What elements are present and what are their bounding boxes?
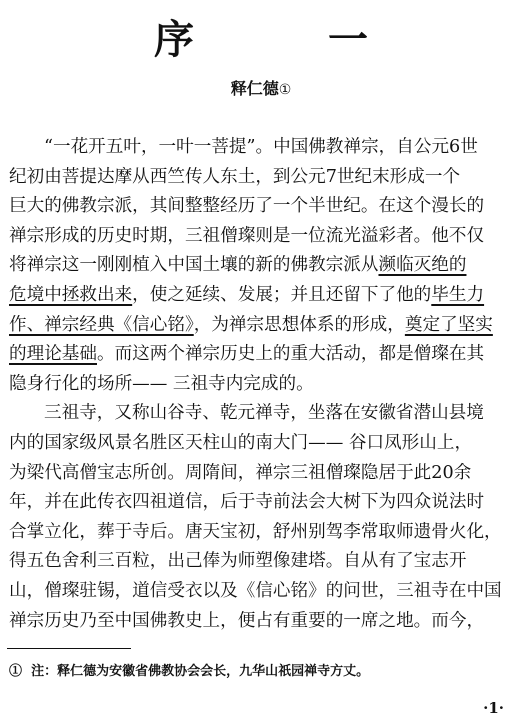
text-line: [9, 519, 514, 545]
text-run: 禅宗历史乃至中国佛教史上，便占有重要的一席之地。而今，: [9, 610, 485, 631]
footnote-reference: ①: [278, 82, 292, 98]
footnote-divider: [7, 648, 131, 649]
footnote-text: 注：释仁德为安徽省佛教协会会长，九华山祇园禅寺方丈。: [31, 664, 370, 679]
text-run: 。而这两个禅宗历史上的重大活动，都是僧璨在其: [96, 344, 485, 365]
text-run: 合掌立化，葬于寺后。唐天宝初，舒州别驾李常取师遗骨火化，: [9, 521, 502, 542]
text-line: [9, 164, 514, 190]
underlined-phrase: 的理论基础: [9, 344, 97, 365]
underlined-phrase: 毕生力: [431, 285, 485, 305]
text-line: [9, 312, 514, 338]
text-run: 为梁代高僧宝志所创。周隋间，禅宗三祖僧璨隐居于此20余: [9, 462, 472, 483]
underlined-phrase: 濒临灭绝的: [378, 255, 467, 276]
underlined-phrase: 作、禅宗经典《信心铭》: [9, 314, 194, 335]
text-line: [9, 430, 514, 456]
text-line: [44, 400, 514, 426]
text-run: 隐身行化的场所—— 三祖寺内完成的。: [9, 373, 314, 394]
text-run: 山，僧璨驻锡，道信受衣以及《信心铭》的问世，三祖寺在中国: [9, 581, 502, 601]
text-line: [9, 489, 514, 515]
text-run: ，为禅宗思想体系的形成，: [193, 314, 405, 335]
footnote-marker: ①: [9, 664, 23, 679]
text-line: [9, 193, 514, 219]
text-run: 将禅宗这一刚刚植入中国土壤的新的佛教宗派从: [9, 255, 379, 276]
text-line: [9, 548, 514, 574]
text-line: [9, 371, 514, 397]
text-line: [9, 341, 514, 367]
text-run: 禅宗形成的历史时期，三祖僧璨则是一位流光溢彩者。他不仅: [9, 225, 485, 246]
author-name: 释仁德: [230, 79, 279, 98]
underlined-phrase: 奠定了坚实: [404, 314, 493, 335]
text-line: [9, 460, 514, 486]
text-run: 年，并在此传衣四祖道信，后于寺前法会大树下为四众说法时: [9, 492, 485, 513]
page-number: ·1·: [483, 699, 504, 717]
text-run: 纪初由菩提达摩从西竺传人东土，到公元7世纪末形成一个: [9, 166, 461, 187]
text-line: [9, 252, 514, 278]
author-line: [0, 78, 522, 101]
footnote: [9, 662, 519, 682]
underlined-phrase: 危境中拯救出来: [9, 285, 133, 305]
text-run: 内的国家级风景名胜区天柱山的南大门—— 谷口凤形山上，: [9, 433, 473, 453]
page-title: 序 一: [154, 17, 428, 63]
text-run: ，使之延续、发展；并且还留下了他的: [132, 285, 432, 305]
text-line: [9, 223, 514, 249]
text-line: [9, 282, 514, 308]
text-run: 三祖寺，又称山谷寺、乾元禅寺，坐落在安徽省潜山县境: [44, 403, 484, 424]
text-run: “一花开五叶，一叶一菩提”。中国佛教禅宗，自公元6世: [44, 137, 478, 157]
text-line: [44, 134, 514, 160]
text-run: 得五色舍利三百粒，出己俸为师塑像建塔。自从有了宝志开: [9, 551, 467, 572]
text-line: [9, 608, 514, 634]
text-line: [9, 578, 514, 604]
text-run: 巨大的佛教宗派，其间整整经历了一个半世纪。在这个漫长的: [9, 196, 485, 217]
